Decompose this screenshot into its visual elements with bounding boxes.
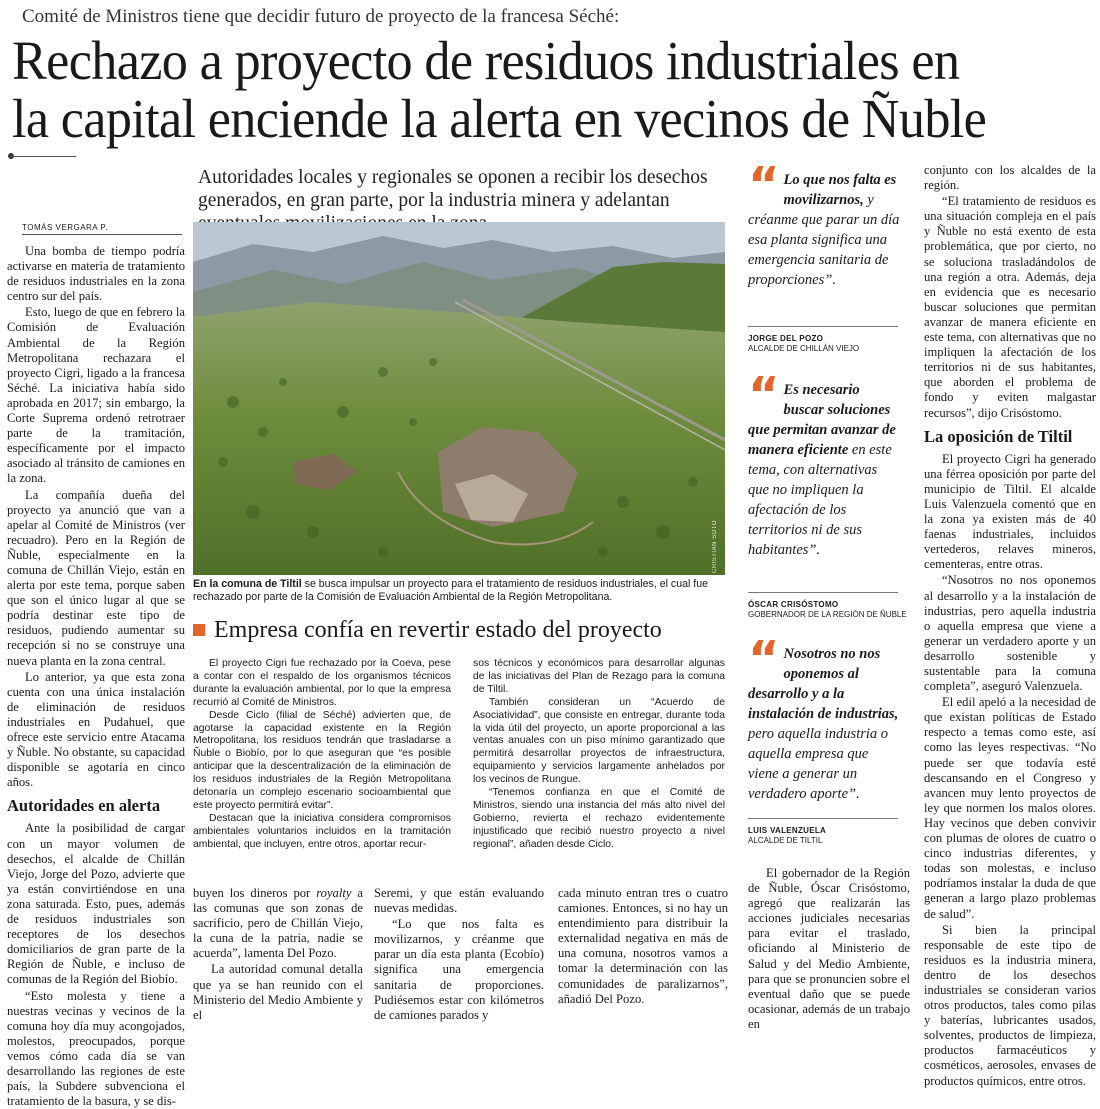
paragraph: sos técnicos y económicos para desarrollar algunas de las iniciativas del Plan de Rezago para la comuna de Tiltil.	[473, 658, 725, 697]
headline-line-2: la capital enciende la alerta en vecinos de Ñuble	[12, 90, 1038, 148]
bottom-column-1	[193, 886, 363, 1023]
quote-text: y créanme que parar un día esa planta significa una emergencia sanitaria de proporciones”.	[748, 192, 899, 288]
paragraph: Destacan que la iniciativa considera compromisos ambientales voluntarios incluidos en la tramitación ambiental, que incluyen, entre otros, aportar recur-	[193, 813, 451, 852]
paragraph: conjunto con los alcaldes de la región.	[924, 163, 1096, 193]
quote-bold: Lo que nos falta es movilizarnos,	[784, 172, 897, 208]
quote-name: ÓSCAR CRISÓSTOMO	[748, 600, 907, 610]
paragraph: Lo anterior, ya que esta zona cuenta con una única instalación de eliminación de residuos industriales en Pudahuel, que ofrece este servicio entre Atacama y Ñuble. No obstante, su capacidad disponible se agotaría en cinco años.	[7, 670, 185, 791]
quote-attribution-1	[748, 334, 859, 354]
paragraph: El edil apeló a la necesidad de que existan políticas de Estado respecto a temas como este, así como las leyes respectivas. “No puede ser que todavía esté descansando en el Congreso y avancen muy lento proyectos de ley que normen los malos olores. Hay vecinos que deben convivir con plumas de olores de cuatro o cinco industrias diferentes, y todas son molestas, e incluso podríamos instalar la duda de que generan a largo plazo problemas de salud”.	[924, 695, 1096, 921]
paragraph: Seremi, y que están evaluando nuevas medidas.	[374, 886, 544, 916]
quote-attribution-2	[748, 600, 907, 620]
box-column-left	[193, 658, 451, 852]
quote-role: ALCALDE DE TILTIL	[748, 836, 822, 845]
paragraph: Si bien la principal responsable de este tipo de residuos es la industria minera, dentro de los desechos industriales se consideran varios otros productos, tales como pilas y baterías, lubricantes usados, solventes, productos de limpieza, productos farmacéuticos y cosméticos, aerosoles, envases de productos químicos, entre otros.	[924, 923, 1096, 1089]
paragraph: cada minuto entran tres o cuatro camiones. Entonces, si no hay un entendimiento para distribuir la externalidad negativa en más de una comuna, nosotros vamos a tomar la determinación con las comunidades de paralizarnos”, añadió Del Pozo.	[558, 886, 728, 1007]
pull-quote-1	[748, 170, 900, 290]
quote-text: pero aquella industria o aquella empresa que viene a generar un verdadero aporte”.	[748, 726, 888, 802]
landscape-photo	[193, 222, 725, 575]
article-column-1	[7, 244, 185, 1109]
byline: TOMÁS VERGARA P.	[22, 223, 182, 235]
article-column-5	[924, 163, 1096, 1089]
headline	[12, 32, 1038, 148]
paragraph: La autoridad comunal detalla que ya se han reunido con el Ministerio del Medio Ambiente y el	[193, 962, 363, 1022]
kicker: Comité de Ministros tiene que decidir futuro de proyecto de la francesa Séché:	[22, 6, 619, 28]
pull-quote-3	[748, 644, 900, 804]
paragraph: Desde Ciclo (filial de Séché) advierten que, de agotarse la capacidad existente en la Región Metropolitana, los residuos tendrán que trasladarse a Ñuble o Biobío, por lo que aseguran que “es posible anticipar que la descentralización de la eliminación de los residuos industriales de la Región Metropolitana detonaría un complejo escenario socioambiental que este proyecto permitirá evitar”.	[193, 710, 451, 813]
quote-attribution-3	[748, 826, 826, 846]
section-heading: Autoridades en alerta	[7, 798, 185, 813]
paragraph: El gobernador de la Región de Ñuble, Óscar Crisóstomo, agregó que realizarán las acciones judiciales necesarias para evitar el traslado, oficiando al Ministerio de Salud y del Medio Ambiente, para que se pronuncien sobre el eventual daño que se puede ocasionar, además de un trabajo en	[748, 866, 910, 1032]
quote-divider	[748, 326, 898, 327]
paragraph: Esto, luego de que en febrero la Comisión de Evaluación Ambiental de la Región Metropolitana rechazara el proyecto Cigri, ligado a la francesa Séché. La iniciativa había sido aprobada en 2017; sin embargo, la Corte Suprema ordenó retrotraer parte de la tramitación, específicamente por el impacto asociado al tránsito de camiones en la zona.	[7, 305, 185, 486]
text: a las comunas que son zonas de sacrificio, pero de Chillán Viejo, la cuna de la patria, nadie se acuerda”, lamenta Del Pozo.	[193, 886, 363, 960]
paragraph: El proyecto Cigri ha generado una férrea oposición por parte del municipio de Tiltil. El alcalde Luis Valenzuela comentó que en la zona ya existen más de 40 faenas industriales, incluidos vertederos, relaves mineros, cementeras, entre otras.	[924, 452, 1096, 573]
paragraph: El proyecto Cigri fue rechazado por la Coeva, pese a contar con el respaldo de los organismos técnicos durante la evaluación ambiental, por lo que la empresa recurrió al Comité de Ministros.	[193, 658, 451, 710]
article-column-4-bottom	[748, 866, 910, 1032]
quote-bold: Nosotros no nos oponemos al desarrollo y a la instalación de industrias,	[748, 646, 898, 722]
quote-mark-icon: “	[748, 644, 780, 674]
quote-divider	[748, 818, 898, 819]
photo-caption	[193, 578, 725, 604]
quote-role: GOBERNADOR DE LA REGIÓN DE ÑUBLE	[748, 610, 907, 619]
caption-lead: En la comuna de Tiltil	[193, 578, 302, 590]
quote-bold: Es necesario buscar soluciones que permitan avanzar de manera eficiente	[748, 382, 896, 458]
quote-text: en este tema, con alternativas que no impliquen la afectación de los territorios ni de sus habitantes”.	[748, 442, 892, 558]
paragraph: Una bomba de tiempo podría activarse en materia de tratamiento de residuos industriales en la zona centro sur del país.	[7, 244, 185, 304]
headline-line-1: Rechazo a proyecto de residuos industriales en	[12, 32, 1038, 90]
divider-rule	[10, 156, 76, 157]
paragraph: La compañía dueña del proyecto ya anunció que van a apelar al Comité de Ministros (ver recuadro). Pero en la Región de Ñuble, especialmente en la comuna de Chillán Viejo, están en alerta por este tema, porque saben que son el único lugar al que se podría destinar este tipo de residuos, pudiendo aumentar su recepción si no se construye una nueva planta en la zona central.	[7, 488, 185, 669]
landscape-illustration	[193, 222, 725, 575]
quote-name: JORGE DEL POZO	[748, 334, 859, 344]
pull-quote-2	[748, 380, 900, 560]
paragraph: “El tratamiento de residuos es una situación compleja en el país y Ñuble no está exento de esta problemática, que por cierto, no se soluciona trasladándolos de una región a otra. Además, deja en evidencia que es necesario buscar soluciones que permitan avanzar de manera eficiente en este tema, con alternativas que no impliquen la afectación de los territorios ni de sus habitantes, que aborden el problema de fondo y eviten malgastar recursos”, dijo Crisóstomo.	[924, 194, 1096, 420]
quote-role: ALCALDE DE CHILLÁN VIEJO	[748, 344, 859, 353]
box-title: Empresa confía en revertir estado del proyecto	[214, 617, 662, 644]
caption-text: se busca impulsar un proyecto para el tratamiento de residuos industriales, el cual fue rechazado por parte de la Comisión de Evaluación Ambiental de la Región Metropolitana.	[193, 578, 708, 603]
deck: Autoridades locales y regionales se oponen a recibir los desechos generados, en gran parte, por la industria minera y adelantan	[198, 166, 728, 235]
paragraph: “Nosotros no nos oponemos al desarrollo y a la instalación de industrias, pero aquella industria o aquella empresa que viene a generar un verdadero aporte y un desarrollo sostenible y sustentable para la comuna completa”, aseguró Valenzuela.	[924, 573, 1096, 694]
quote-name: LUIS VALENZUELA	[748, 826, 826, 836]
quote-mark-icon: “	[748, 170, 780, 200]
box-column-right	[473, 658, 725, 852]
paragraph: “Lo que nos falta es movilizarnos, y créanme que parar un día esta planta (Ecobío) significa una emergencia sanitaria de proporciones. Pudiésemos estar con kilómetros de camiones parados y	[374, 917, 544, 1023]
bottom-column-2	[374, 886, 544, 1023]
paragraph: También consideran un “Acuerdo de Asociatividad”, que consiste en entregar, durante toda la vida útil del proyecto, un aporte proporcional a las ventas anuales con un piso mínimo garantizado que permitirá desarrollar proyectos de infraestructura, equipamiento y servicios largamente anhelados por los vecinos de Rungue.	[473, 697, 725, 787]
paragraph: “Tenemos confianza en que el Comité de Ministros, siendo una instancia del más alto nivel del Gobierno, revierta el rechazo evidentemente injustificado que recibió nuestro proyecto a nivel regional”, añaden desde Ciclo.	[473, 787, 725, 852]
bottom-column-3	[558, 886, 728, 1007]
photo-credit: CRISTIAN SOTO	[712, 520, 722, 573]
text: buyen los dineros por	[193, 886, 316, 900]
paragraph	[193, 886, 363, 961]
quote-mark-icon: “	[748, 380, 780, 410]
quote-divider	[748, 592, 898, 593]
paragraph: Ante la posibilidad de cargar con un mayor volumen de desechos, el alcalde de Chillán Viejo, Jorge del Pozo, advierte que ya están convirtiéndose en una zona saturada. Esto, pues, además de residuos industriales son receptores de los desechos domiciliarios de gran parte de la Región de Ñuble, e incluso de comunas de la Región del Biobío.	[7, 821, 185, 987]
paragraph: “Esto molesta y tiene a nuestras vecinas y vecinos de la comuna hoy día muy acongojados, molestos, preocupados, porque vemos cómo cada día se van desarrollando las regiones de este país, la Subdere subvenciona el tratamiento de la basura, y se dis-	[7, 989, 185, 1109]
section-heading: La oposición de Tiltil	[924, 429, 1096, 444]
orange-square-icon	[193, 624, 205, 636]
text-emphasis: royalty	[316, 886, 351, 900]
